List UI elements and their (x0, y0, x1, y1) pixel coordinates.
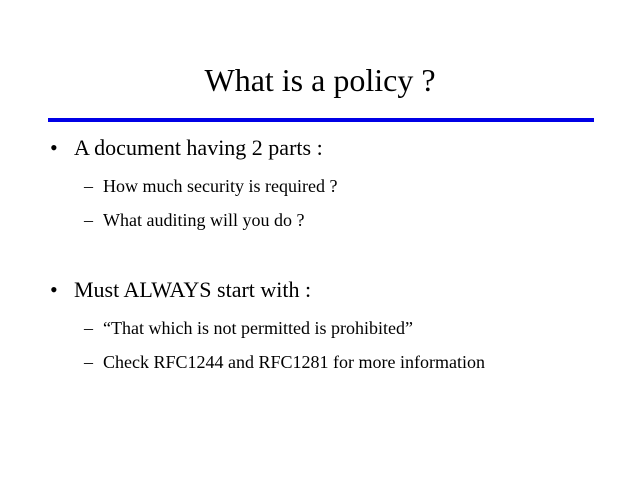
bullet-icon: • (50, 277, 58, 302)
bullet-text: Must ALWAYS start with : (74, 277, 312, 302)
sub-bullet-text: Check RFC1244 and RFC1281 for more information (103, 352, 485, 372)
dash-icon: – (84, 352, 93, 372)
sub-bullet-item (84, 350, 485, 374)
sub-bullet-text: What auditing will you do ? (103, 210, 305, 230)
sub-bullet-text: “That which is not permitted is prohibited” (103, 318, 413, 338)
dash-icon: – (84, 176, 93, 196)
bullet-item (50, 276, 311, 304)
bullet-text: A document having 2 parts : (74, 135, 323, 160)
sub-bullet-item (84, 316, 413, 340)
slide-title: What is a policy ? (204, 62, 436, 98)
dash-icon: – (84, 210, 93, 230)
dash-icon: – (84, 318, 93, 338)
bullet-icon: • (50, 135, 58, 160)
title-underline (48, 118, 594, 122)
sub-bullet-item (84, 208, 304, 232)
bullet-item (50, 134, 323, 162)
sub-bullet-item (84, 174, 337, 198)
sub-bullet-text: How much security is required ? (103, 176, 338, 196)
